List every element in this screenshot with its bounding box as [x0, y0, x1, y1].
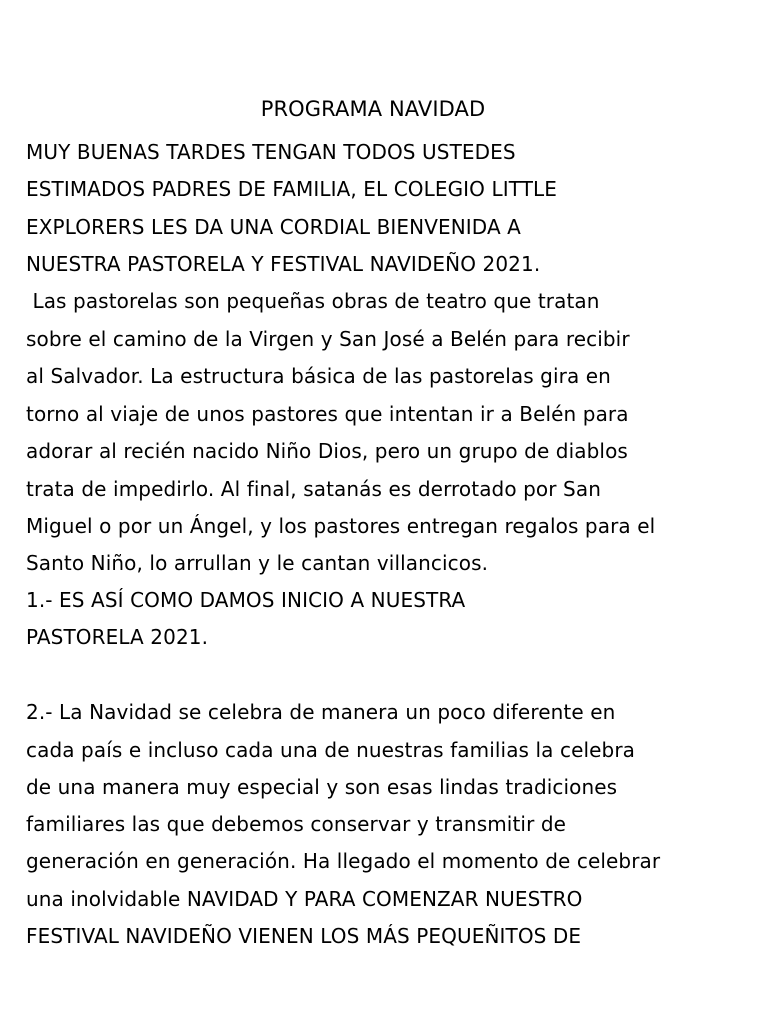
text-line: al Salvador. La estructura básica de las pastorelas gira en	[26, 364, 611, 388]
text-line: NUESTRA PASTORELA Y FESTIVAL NAVIDEÑO 2021.	[26, 252, 541, 276]
text-line: MUY BUENAS TARDES TENGAN TODOS USTEDES	[26, 140, 516, 164]
text-line: familiares las que debemos conservar y transmitir de	[26, 812, 567, 836]
text-line: PASTORELA 2021.	[26, 625, 209, 649]
text-line: ESTIMADOS PADRES DE FAMILIA, EL COLEGIO LITTLE	[26, 177, 557, 201]
text-line: Las pastorelas son pequeñas obras de teatro que tratan	[26, 289, 600, 313]
text-line: EXPLORERS LES DA UNA CORDIAL BIENVENIDA A	[26, 215, 521, 239]
text-line: Santo Niño, lo arrullan y le cantan villancicos.	[26, 551, 489, 575]
text-line: torno al viaje de unos pastores que intentan ir a Belén para	[26, 402, 629, 426]
text-line: una inolvidable NAVIDAD Y PARA COMENZAR NUESTRO	[26, 887, 583, 911]
text-line: sobre el camino de la Virgen y San José a Belén para recibir	[26, 327, 630, 351]
text-line: adorar al recién nacido Niño Dios, pero un grupo de diablos	[26, 439, 628, 463]
text-line: de una manera muy especial y son esas lindas tradiciones	[26, 775, 618, 799]
text-line: 1.- ES ASÍ COMO DAMOS INICIO A NUESTRA	[26, 588, 466, 612]
text-line: 2.- La Navidad se celebra de manera un poco diferente en	[26, 700, 616, 724]
text-line: Miguel o por un Ángel, y los pastores entregan regalos para el	[26, 514, 656, 538]
page-title: PROGRAMA NAVIDAD	[260, 97, 486, 121]
text-line: generación en generación. Ha llegado el momento de celebrar	[26, 849, 661, 873]
text-line: cada país e incluso cada una de nuestras familias la celebra	[26, 738, 636, 762]
text-line: trata de impedirlo. Al final, satanás es derrotado por San	[26, 477, 601, 501]
text-line: FESTIVAL NAVIDEÑO VIENEN LOS MÁS PEQUEÑITOS DE	[26, 924, 582, 948]
